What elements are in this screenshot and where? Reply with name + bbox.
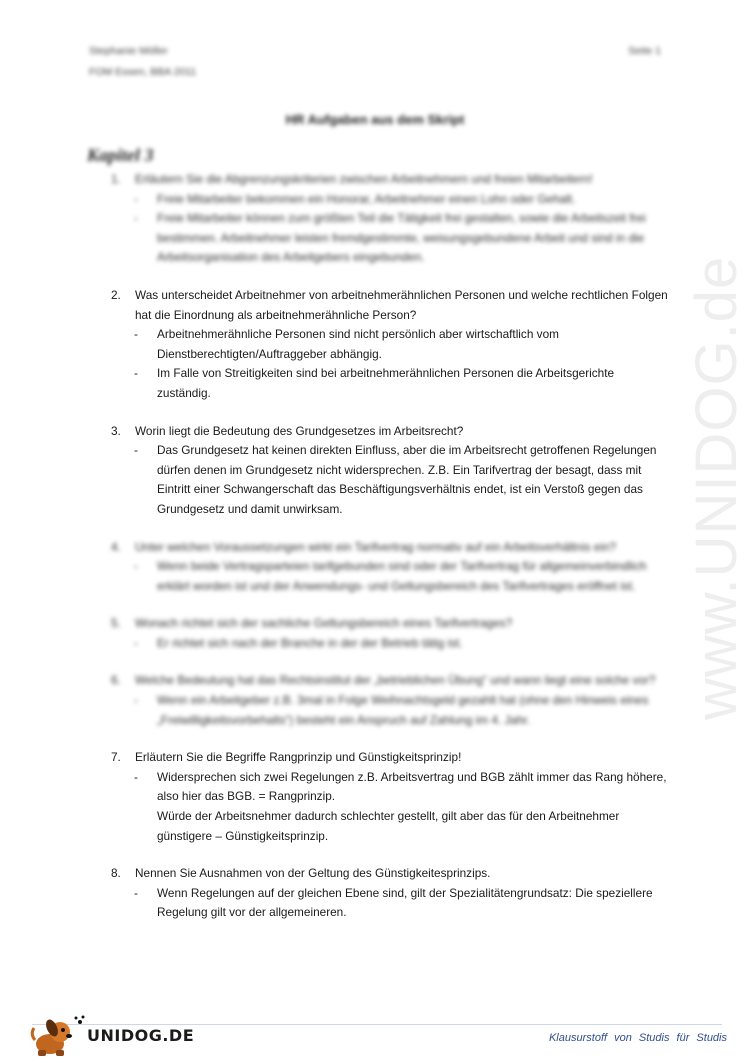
question-item bbox=[88, 671, 668, 730]
header-author: Stephanie Möller bbox=[89, 45, 168, 57]
answer-text: Im Falle von Streitigkeiten sind bei arbeitnehmerähnlichen Personen die Arbeitsgerichte zuständig. bbox=[157, 366, 615, 400]
answer-text: Widersprechen sich zwei Regelungen z.B. Arbeitsvertrag und BGB zählt immer das Rang höhere, also hier das BGB. = Rangprinzip. bbox=[157, 769, 667, 804]
bullet-dash: - bbox=[134, 693, 138, 708]
bullet-dash: - bbox=[134, 443, 138, 458]
answer-text: Das Grundgesetz hat keinen direkten Einfluss, aber die im Arbeitsrecht getroffenen Regelungen dürfen denen im Grundgesetz nicht widersprechen. Z.B. Ein Tarifvertrag der besagt, dass mit Eintritt einer Schwangerschaft das Beschäftigungsverhältnis endet, ist ein Verstoß gegen das Grundgesetz und damit unwirksam. bbox=[157, 443, 657, 516]
answer-bullet bbox=[88, 209, 668, 268]
answer-text: Wenn Regelungen auf der gleichen Ebene sind, gilt der Spezialitätengrundsatz: Die speziellere Regelung gilt vor der allgemeineren. bbox=[157, 885, 653, 920]
logo-text: UNIDOG.DE bbox=[87, 1026, 195, 1045]
page-header-left bbox=[89, 41, 196, 83]
question-item bbox=[88, 422, 668, 520]
question-item bbox=[88, 614, 668, 653]
dog-icon bbox=[30, 1014, 86, 1058]
question-number: 6. bbox=[111, 673, 121, 688]
answer-bullet bbox=[88, 634, 668, 654]
question-text: Unter welchen Voraussetzungen wirkt ein Tarifvertrag normativ auf ein Arbeitsverhältnis ein? bbox=[135, 539, 617, 554]
answer-bullet bbox=[88, 557, 668, 596]
question-text: Worin liegt die Bedeutung des Grundgesetzes im Arbeitsrecht? bbox=[135, 423, 464, 438]
footer-tagline: Klausurstoff von Studis für Studis bbox=[548, 1032, 727, 1044]
question-number: 1. bbox=[111, 172, 121, 186]
answer-bullet bbox=[88, 884, 668, 923]
bullet-dash: - bbox=[134, 769, 138, 784]
question-text: Nennen Sie Ausnahmen von der Geltung des Günstigkeitesprinzips. bbox=[135, 866, 491, 881]
question-item bbox=[88, 170, 668, 268]
answer-text: Freie Mitarbeiter bekommen ein Honorar, Arbeitnehmer einen Lohn oder Gehalt. bbox=[157, 191, 576, 206]
question-text: Was unterscheidet Arbeitnehmer von arbeitnehmerähnlichen Personen und welche rechtlichen Folgen hat die Einordnung als arbeitnehmerähnliche Person? bbox=[135, 287, 668, 322]
watermark: www.UNIDOG.de bbox=[684, 255, 749, 720]
answer-bullet bbox=[88, 325, 668, 364]
question-number: 7. bbox=[111, 750, 121, 765]
question-item bbox=[88, 864, 668, 923]
question-text: Erläutern Sie die Begriffe Rangprinzip und Günstigkeitsprinzip! bbox=[135, 750, 462, 765]
answer-bullet bbox=[88, 441, 668, 519]
answer-bullet bbox=[88, 364, 668, 403]
answer-text: Würde der Arbeitsnehmer dadurch schlechter gestellt, gilt aber das für den Arbeitnehmer günstigere – Günstigkeitsprinzip. bbox=[157, 809, 620, 843]
bullet-dash: - bbox=[134, 211, 138, 226]
answer-bullet bbox=[88, 691, 668, 730]
bullet-dash: - bbox=[134, 559, 138, 574]
answer-text: Arbeitnehmerähnliche Personen sind nicht persönlich aber wirtschaftlich vom Dienstberechtigten/Auftraggeber abhängig. bbox=[157, 327, 559, 361]
answer-bullet bbox=[88, 768, 668, 846]
question-item bbox=[88, 286, 668, 404]
bullet-dash: - bbox=[134, 366, 138, 381]
answer-bullet bbox=[88, 190, 668, 210]
question-item bbox=[88, 538, 668, 597]
question-number: 3. bbox=[111, 423, 121, 438]
document-title: HR Aufgaben aus dem Skript bbox=[285, 112, 465, 127]
bullet-dash: - bbox=[134, 885, 138, 900]
bullet-dash: - bbox=[134, 635, 138, 650]
answer-text: Wenn beide Vertragsparteien tarifgebunden sind oder der Tarifvertrag für allgemeinverbindlich erklärt worden ist und der Anwendungs- und Geltungsbereich des Tarifvertrages eröffnet ist. bbox=[157, 559, 647, 593]
question-number: 4. bbox=[111, 539, 121, 554]
answer-text: Er richtet sich nach der Branche in der der Betrieb tätig ist. bbox=[157, 635, 463, 650]
unidog-logo bbox=[30, 1014, 195, 1058]
header-course: FOM Essen, BBA 2011 bbox=[89, 66, 197, 78]
question-text: Welche Bedeutung hat das Rechtsinstitut der „betrieblichen Übung“ und wann liegt eine solche vor? bbox=[135, 673, 656, 688]
question-item bbox=[88, 748, 668, 846]
question-list bbox=[88, 170, 668, 941]
bullet-dash: - bbox=[134, 191, 138, 206]
question-number: 5. bbox=[111, 616, 121, 631]
answer-text: Wenn ein Arbeitgeber z.B. 3mal in Folge Weihnachtsgeld gezahlt hat (ohne den Hinweis eines „Freiwilligkeitsvorbehalts“) besteht ein Anspruch auf Zahlung im 4. Jahr. bbox=[157, 693, 649, 727]
question-number: 2. bbox=[111, 287, 121, 302]
question-text: Wonach richtet sich der sachliche Geltungsbereich eines Tarifvertrages? bbox=[135, 616, 513, 631]
answer-text: Freie Mitarbeiter können zum größten Teil die Tätigkeit frei gestalten, sowie die Arbeitszeit frei bestimmen. Arbeitnehmer leisten fremdgestimmte, weisungsgebundene Arbeit und sind in die Arbeitsorganisation des Arbeitgebers eingebunden. bbox=[157, 211, 646, 265]
question-number: 8. bbox=[111, 866, 121, 881]
question-text: Erläutern Sie die Abgrenzungskriterien zwischen Arbeitnehmern und freien Mitarbeitern! bbox=[135, 172, 593, 186]
header-page-number: Seite 1 bbox=[628, 45, 661, 57]
bullet-dash: - bbox=[134, 327, 138, 342]
chapter-heading: Kapitel 3 bbox=[87, 145, 154, 165]
